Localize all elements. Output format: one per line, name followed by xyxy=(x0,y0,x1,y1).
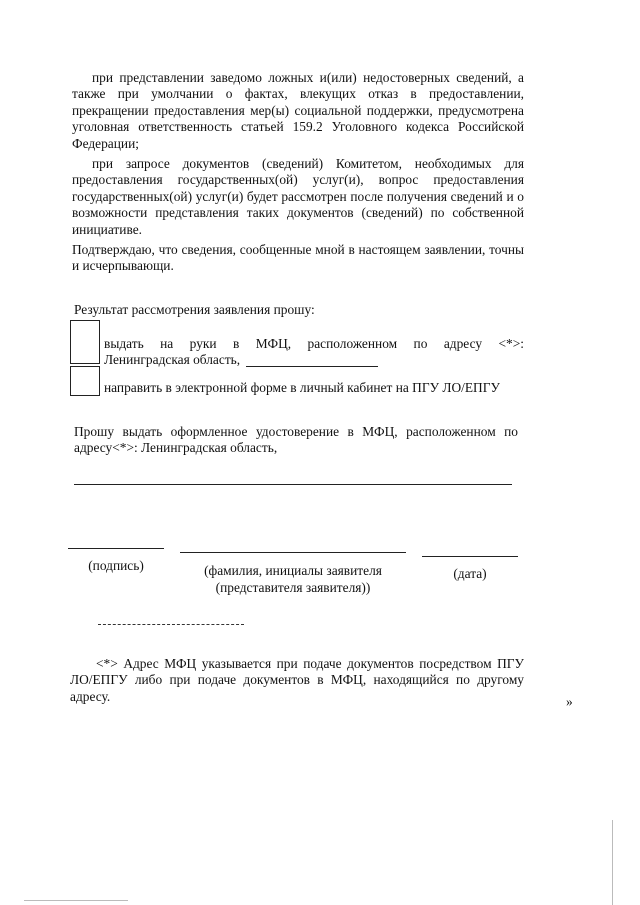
signature-label: (подпись) xyxy=(88,558,144,573)
date-label: (дата) xyxy=(453,566,487,581)
paragraph-confirmation: Подтверждаю, что сведения, сообщенные мной в настоящем заявлении, точны и исчерпывающи. xyxy=(72,242,524,274)
name-label-line2: (представителя заявителя)) xyxy=(215,580,371,595)
footnote-separator xyxy=(98,624,244,625)
option-electronic: направить в электронной форме в личный кабинет на ПГУ ЛО/ЕПГУ xyxy=(104,380,500,395)
signature-line xyxy=(68,548,164,549)
option-mfc-line1: выдать на руки в МФЦ, расположенном по адресу <*>: xyxy=(104,336,524,351)
paragraph-false-info: при представлении заведомо ложных и(или) недостоверных сведений, а также при умолчании о фактах, влекущих отказ в предоставлении, прекращении предоставления мер(ы) социальной поддержки, предусмотрена уголовная ответственность статьей 159.2 Уголовного кодекса Российской Федерации; xyxy=(72,70,524,151)
result-heading: Результат рассмотрения заявления прошу: xyxy=(74,302,315,317)
footnote-text: <*> Адрес МФЦ указывается при подаче документов посредством ПГУ ЛО/ЕПГУ либо при подаче документов в МФЦ, находящийся по другому адресу. xyxy=(70,656,524,704)
page-edge-mark xyxy=(612,820,613,905)
checkbox-electronic-delivery[interactable] xyxy=(70,366,100,396)
mfc-address-underline xyxy=(246,366,378,367)
checkbox-mfc-delivery[interactable] xyxy=(70,320,100,364)
bottom-edge-mark xyxy=(24,900,128,901)
certificate-request-text: Прошу выдать оформленное удостоверение в МФЦ, расположенном по адресу<*>: Ленинградская область, xyxy=(74,424,518,456)
paragraph-documents-request: при запросе документов (сведений) Комитетом, необходимых для предоставления государственных(ой) услуг(и), вопрос предоставления государственных(ой) услуг(и) будет рассмотрен после получения сведений и о возможности представления таких документов (сведений) по собственной инициативе. xyxy=(72,156,524,237)
closing-quote: » xyxy=(566,694,573,709)
option-mfc-line2: Ленинградская область, xyxy=(104,352,241,367)
date-line xyxy=(422,556,518,557)
certificate-address-underline xyxy=(74,484,512,485)
name-label-line1: (фамилия, инициалы заявителя xyxy=(204,563,382,578)
name-line xyxy=(180,552,406,553)
